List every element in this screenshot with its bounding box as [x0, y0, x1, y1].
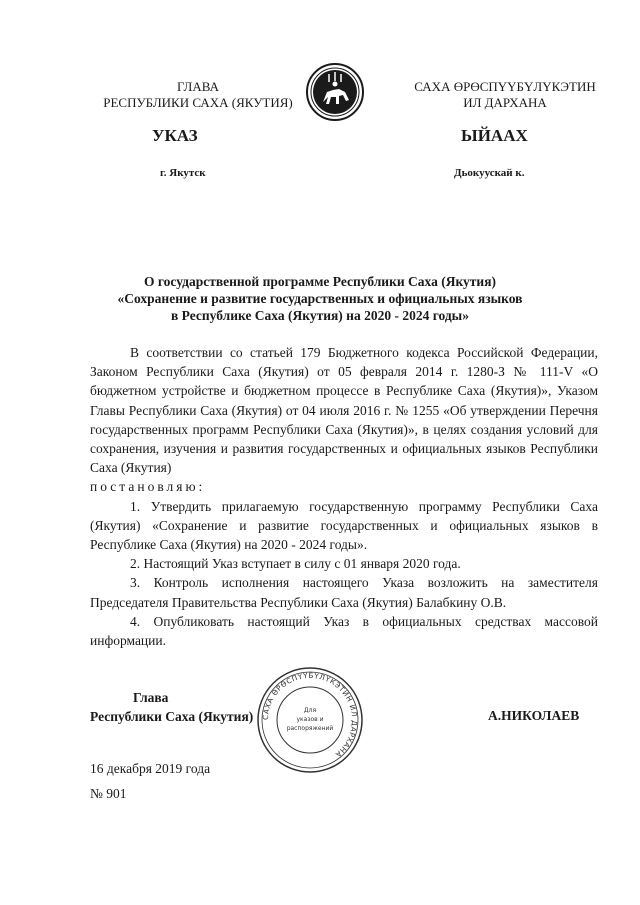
signature-title-line2: Республики Саха (Якутия)	[90, 709, 254, 724]
seal-inner-line2: указов и	[296, 716, 324, 723]
republic-coat-of-arms-icon	[305, 62, 365, 122]
title-line2: «Сохранение и развитие государственных и официальных языков	[117, 291, 523, 306]
title-line1: О государственной программе Республики Саха (Якутия)	[143, 274, 497, 289]
signatory-name: А.НИКОЛАЕВ	[488, 708, 580, 723]
header-right-block	[395, 79, 615, 111]
seal-outer-text: САХА ӨРӨСПҮҮБҮЛҮКЭТИН ИЛ ДАРХАНА	[260, 670, 360, 760]
city-ru: г. Якутск	[160, 167, 206, 179]
document-body	[90, 343, 598, 650]
decree-number: № 901	[90, 786, 127, 801]
header-right-line1: САХА ӨРӨСПҮҮБҮЛҮКЭТИН	[414, 79, 596, 94]
seal-inner-line3: распоряжений	[286, 725, 334, 732]
header-left-block	[78, 79, 318, 111]
body-paragraph-resolve: постановляю:	[90, 479, 206, 495]
body-paragraph-preamble: В соответствии со статьей 179 Бюджетного кодекса Российской Федерации, Законом Республики Саха (Якутия) от 05 февраля 2014 г. 1280-З № 111-V «О бюджетном устройстве и бюджетном процессе в Республике Саха (Якутия)», Указом Главы Республики Саха (Якутия) от 04 июля 2016 г. № 1255 «Об утверждении Перечня государственных программ Республики Саха (Якутия)», в целях создания условий для сохранения, изучения и развития государственных и официальных языков Республики Саха (Якутия)	[90, 345, 598, 476]
seal-inner-line1: Для	[303, 707, 317, 714]
document-title	[95, 273, 545, 324]
title-line3: в Республике Саха (Якутия) на 2020 - 2024 годы»	[171, 308, 469, 323]
body-paragraph-item1: 1. Утвердить прилагаемую государственную программу Республики Саха (Якутия) «Сохранение и развитие государственных и официальных языков в Республике Саха (Якутия) на 2020 - 2024 годы».	[90, 498, 598, 553]
header-right-line2: ИЛ ДАРХАНА	[463, 95, 547, 110]
decree-label-sah: ЫЙААХ	[461, 126, 528, 145]
body-paragraph-item3: 3. Контроль исполнения настоящего Указа возложить на заместителя Председателя Правительства Республики Саха (Якутия) Балабкину О.В.	[90, 575, 598, 610]
signature-title-line1: Глава	[133, 690, 169, 705]
body-paragraph-item2: 2. Настоящий Указ вступает в силу с 01 января 2020 года.	[130, 556, 461, 572]
official-seal-stamp	[256, 666, 364, 774]
decree-date: 16 декабря 2019 года	[90, 761, 211, 776]
decree-label-ru: УКАЗ	[152, 126, 198, 145]
city-sah: Дьокуускай к.	[454, 167, 525, 179]
header-left-line1: ГЛАВА	[177, 79, 219, 94]
body-paragraph-item4: 4. Опубликовать настоящий Указ в официальных средствах массовой информации.	[90, 613, 598, 649]
header-left-line2: РЕСПУБЛИКИ САХА (ЯКУТИЯ)	[103, 95, 293, 110]
